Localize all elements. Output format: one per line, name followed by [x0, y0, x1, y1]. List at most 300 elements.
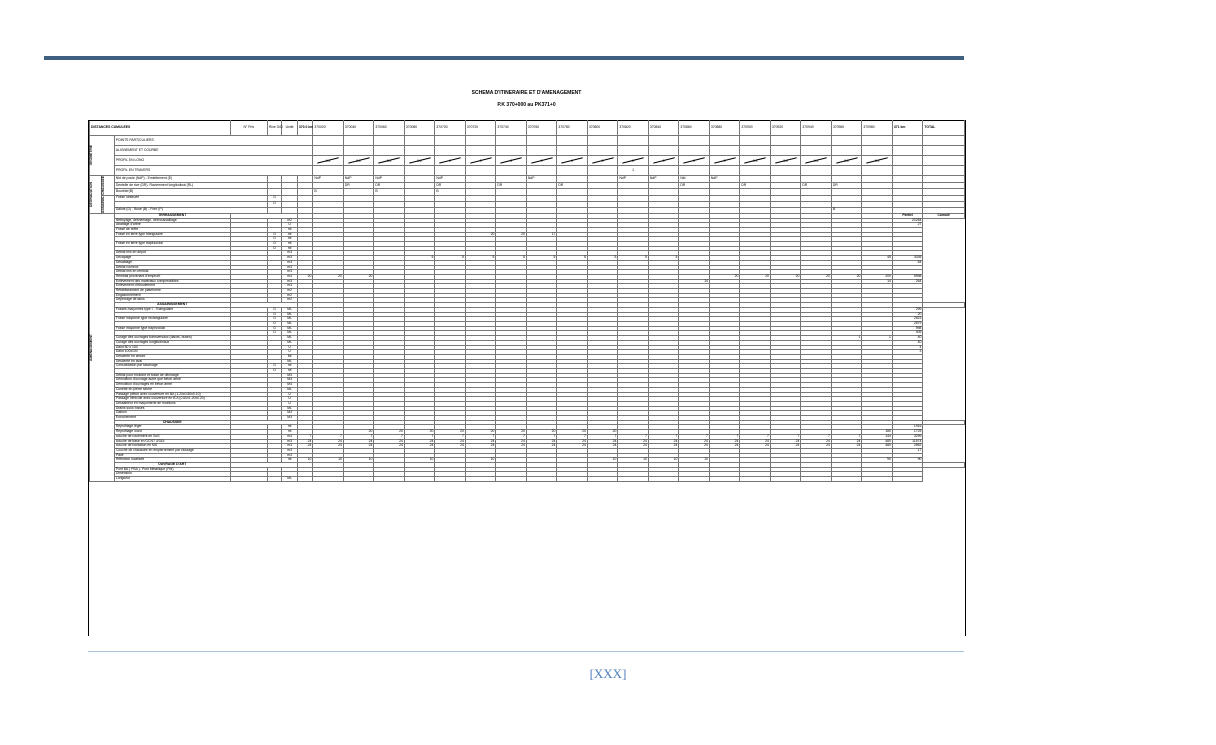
chaussee-group-label: CHAUSSEE [101, 176, 106, 195]
partiel-header: Partiel [892, 213, 923, 218]
degradation-cell [526, 182, 557, 189]
value-cell [435, 477, 466, 482]
geometry-cell [435, 146, 466, 156]
geometry-cell [648, 136, 679, 146]
unit-cell: U [282, 223, 298, 228]
value-cell: 5 [648, 256, 679, 261]
geometry-cell [404, 156, 435, 166]
geometry-cell [892, 156, 923, 166]
degradation-cell [557, 176, 588, 183]
work-item-label: Nettoyage, désherbage, débroussaillage [114, 218, 230, 223]
value-cell: 24 [526, 444, 557, 449]
rive-cell: G [267, 326, 281, 331]
value-cell: 24 [679, 439, 710, 444]
value-cell: 24 [770, 439, 801, 444]
value-cell: 24 [374, 439, 405, 444]
geometry-cell [496, 166, 527, 176]
cumule-cell: 3299 [892, 434, 923, 439]
profile-value: 0.2 [783, 158, 788, 163]
work-item-label: Déblai rocheux [114, 265, 230, 270]
value-cell: 7 [313, 434, 344, 439]
value-cell: 24 [709, 444, 740, 449]
unite-header: Unité [282, 121, 298, 136]
degradation-cell: B [435, 189, 466, 196]
station-header: 370040 [343, 121, 374, 136]
cumule-cell: 2852 [892, 444, 923, 449]
section-title: TERRASSEMENT [114, 213, 230, 218]
value-cell: 24 [679, 444, 710, 449]
value-cell: 10 [465, 458, 496, 463]
value-cell [831, 477, 862, 482]
unit-cell: ML [282, 331, 298, 336]
value-cell: 5 [587, 256, 618, 261]
geometry-cell [831, 136, 862, 146]
value-cell: 24 [297, 439, 313, 444]
geometry-cell [709, 146, 740, 156]
unit-cell: U [282, 397, 298, 402]
value-cell [587, 477, 618, 482]
value-cell: 24 [618, 439, 649, 444]
work-item-label: Consolidation par fascinage [114, 364, 230, 369]
partiel-cell: 180 [862, 430, 893, 435]
geometrie-group [90, 136, 115, 176]
work-item-label: Enlèvement des matériaux compressibles [114, 279, 230, 284]
degradation-cell [404, 182, 435, 189]
value-cell [374, 477, 405, 482]
value-cell [801, 477, 832, 482]
value-cell: 7 [679, 434, 710, 439]
profile-value: 0.2 [874, 158, 880, 163]
value-cell [618, 477, 649, 482]
unit-cell: m3 [282, 284, 298, 289]
value-cell: 5 [618, 256, 649, 261]
profile-slope-mark [863, 158, 891, 164]
work-item-label: Déperrage de talus [114, 298, 230, 303]
cumule-cell: 264 [892, 279, 923, 284]
degradation-row [90, 182, 965, 189]
profile-slope-mark [589, 158, 617, 164]
geometry-cell [526, 156, 557, 166]
profile-slope-mark [741, 158, 769, 164]
degradation-cell [465, 176, 496, 183]
value-cell: 20 [435, 430, 466, 435]
degradation-cell: NdP [435, 176, 466, 183]
geometry-cell [892, 146, 923, 156]
value-cell: 20 [374, 430, 405, 435]
station-header: 370920 [770, 121, 801, 136]
total-cell [923, 176, 965, 183]
profile-value: 0 [632, 158, 635, 163]
degradation-cell [496, 189, 527, 196]
geometry-cell [587, 136, 618, 146]
value-cell: 20 [496, 430, 527, 435]
unit-cell: m3 [282, 439, 298, 444]
value-cell: 7 [709, 434, 740, 439]
degradation-cell [404, 189, 435, 196]
work-item-label: Dalot 80 x 100 [114, 345, 230, 350]
work-item-row [90, 477, 965, 482]
profile-slope-mark [406, 158, 434, 164]
degradation-cell [770, 176, 801, 183]
degradation-cell [892, 189, 923, 196]
start-cell [297, 176, 313, 183]
value-cell: 10 [343, 458, 374, 463]
cumule-cell: 1725 [892, 430, 923, 435]
value-cell: 24 [435, 439, 466, 444]
geometry-cell [404, 146, 435, 156]
work-item-label: Engazonnement [114, 293, 230, 298]
geometry-cell [465, 146, 496, 156]
degradation-cell [709, 189, 740, 196]
degradation-cell [343, 189, 374, 196]
unit-cell: ML [282, 336, 298, 341]
value-cell [343, 477, 374, 482]
unit-cell [282, 182, 298, 189]
geometry-cell [496, 156, 527, 166]
degradation-cell: B [831, 207, 862, 213]
unit-cell: ml [282, 430, 298, 435]
geometry-cell [740, 166, 771, 176]
degradation-cell [618, 189, 649, 196]
partiel-cell: 480 [862, 439, 893, 444]
geometry-row [90, 146, 965, 156]
unit-cell: ml [282, 242, 298, 247]
cumule-cell: 27 [892, 223, 923, 228]
value-cell: 7 [496, 434, 527, 439]
value-cell [465, 477, 496, 482]
total-cell [923, 136, 965, 146]
degradation-cell: NdP [526, 176, 557, 183]
work-item-label: Passage véhicule avec couverture en B.A (0.60x1.20x0.20) [114, 397, 230, 402]
geometry-cell [862, 146, 893, 156]
value-cell: 10 [618, 458, 649, 463]
unit-cell: m3 [282, 265, 298, 270]
value-cell: 24 [587, 439, 618, 444]
work-item-label: couche de base en GCNT 0/315 [114, 439, 230, 444]
value-cell: 7 [801, 434, 832, 439]
geometry-cell [526, 146, 557, 156]
degradation-label: Dentelle de rive (DR)- Ravinement longitudinal (RL) [114, 182, 267, 189]
cumule-cell: 64 [892, 260, 923, 265]
station-header: 370860 [679, 121, 710, 136]
degradation-cell: NdP [313, 176, 344, 183]
work-item-label: Fossé maçonné type trapézoïdal [114, 326, 230, 331]
value-cell: 5 [435, 256, 466, 261]
degradation-cell: DR [801, 182, 832, 189]
work-item-label: Drains sous fossés [114, 406, 230, 411]
profile-slope-mark [619, 158, 647, 164]
work-item-label: Descente en amont [114, 354, 230, 359]
degradation-cell: NdP [709, 176, 740, 183]
value-cell: 20 [801, 274, 832, 279]
degradation-cell [679, 189, 710, 196]
work-item-label: Dimension [114, 472, 230, 477]
geometry-cell [465, 136, 496, 146]
unit-cell: M3 [282, 378, 298, 383]
value-cell: 5 [465, 256, 496, 261]
start-cell [297, 182, 313, 189]
cumule-cell: 2823 [892, 317, 923, 322]
page-title: SCHEMA D'ITINERAIRE ET D'AMENAGEMENT [471, 90, 582, 96]
unit-cell: ml [282, 227, 298, 232]
degradation-cell [892, 182, 923, 189]
geometry-cell: 1 [618, 166, 649, 176]
rive-cell: D [267, 331, 281, 336]
profile-value: 0 [662, 158, 665, 163]
prix-cell [230, 477, 267, 482]
profile-value: 0 [723, 158, 726, 163]
geometry-cell [435, 166, 466, 176]
rive-cell: G [267, 364, 281, 369]
geometry-cell [587, 146, 618, 156]
profile-value: 0 [693, 158, 696, 163]
footer-rule [88, 651, 964, 652]
cumule-cell: 3035 [892, 256, 923, 261]
degradation-cell [862, 189, 893, 196]
degradation-cell [740, 176, 771, 183]
degradation-cell [557, 189, 588, 196]
rive-cell: G [267, 307, 281, 312]
section-title: ASSAINISSEMENT [114, 303, 230, 308]
work-item-label: Rétablissement de plateforme [114, 289, 230, 294]
work-item-label: Curage des ouvrages longitudinaux [114, 340, 230, 345]
value-cell: 20 [343, 274, 374, 279]
value-cell: 24 [465, 439, 496, 444]
geometry-label: PROFIL EN TRAVERS [114, 166, 313, 176]
profile-slope-mark [772, 158, 800, 164]
unit-cell: M3 [282, 383, 298, 388]
degradation-cell [404, 176, 435, 183]
geometry-cell [343, 156, 374, 166]
geometry-cell [465, 156, 496, 166]
partiel-cell: 480 [862, 444, 893, 449]
geometry-cell [526, 166, 557, 176]
value-cell: 7 [343, 434, 374, 439]
geometry-cell [374, 146, 405, 156]
itinerary-sheet [88, 120, 966, 636]
profile-value: 0.2 [417, 158, 422, 163]
value-cell: 24 [343, 444, 374, 449]
work-item-label: Décapage [114, 256, 230, 261]
unit-cell: m3 [282, 453, 298, 458]
cumule-cell: 1916 [892, 425, 923, 430]
value-cell: 14 [679, 279, 710, 284]
degradation-cell: DR [679, 182, 710, 189]
degradation-cell [770, 189, 801, 196]
rive-cell: D [267, 237, 281, 242]
top-rule [44, 56, 964, 60]
cumule-cell: 3 [892, 350, 923, 355]
geometry-cell [709, 156, 740, 166]
station-header: 370980 [862, 121, 893, 136]
degradation-group-label: DEGRADATION [89, 181, 93, 207]
geometry-cell [374, 156, 405, 166]
value-cell: 24 [465, 444, 496, 449]
profile-value: 0.2 [813, 158, 819, 163]
value-cell: 24 [313, 444, 344, 449]
rive-cell: G [267, 242, 281, 247]
section-title: OUVRAGE D'ART [114, 463, 230, 468]
work-item-label: Réfection localisée [114, 458, 230, 463]
geometry-cell [709, 166, 740, 176]
cumule-cell: 90 [892, 458, 923, 463]
geometry-cell [343, 166, 374, 176]
value-cell: 7 [404, 434, 435, 439]
rive-cell [267, 182, 281, 189]
unit-cell: ML [282, 406, 298, 411]
rive-cell: G [267, 317, 281, 322]
cumule-cell: 998 [892, 326, 923, 331]
station-header: 370840 [648, 121, 679, 136]
value-cell: 10 [587, 458, 618, 463]
unit-cell: ml [282, 458, 298, 463]
station-header: 370060 [374, 121, 405, 136]
footer-placeholder: [XXX] [589, 666, 627, 681]
geometrie-group-label: GEOMETRIE [89, 145, 93, 166]
value-cell: 24 [496, 444, 527, 449]
work-item-label: Fossé maçonné type rectangulaire [114, 317, 230, 322]
value-cell: 24 [404, 444, 435, 449]
cumule-cell: 40 [892, 336, 923, 341]
unit-cell: ml [282, 237, 298, 242]
value-cell: 24 [557, 444, 588, 449]
degradation-label: Bourbier(B) [114, 189, 267, 196]
geometry-cell [770, 166, 801, 176]
geometry-cell [587, 156, 618, 166]
value-cell: 10 [313, 458, 344, 463]
geometry-cell [435, 136, 466, 146]
value-cell: 24 [526, 439, 557, 444]
cumule-cell: 405 [892, 331, 923, 336]
geometry-label: ALIGNEMENT ET COURBE [114, 146, 313, 156]
value-cell: 24 [404, 439, 435, 444]
geometry-cell [862, 136, 893, 146]
value-cell: 7 [770, 434, 801, 439]
work-item-label: Fossés maçonnés type I - Triangulaire [114, 307, 230, 312]
cumule-cell [892, 477, 923, 482]
geometry-cell [618, 136, 649, 146]
amenagement-group [90, 213, 115, 481]
value-cell: 24 [343, 439, 374, 444]
value-cell: 20 [740, 274, 771, 279]
value-cell [740, 477, 771, 482]
value-cell: 5 [496, 256, 527, 261]
unit-cell: ML [282, 359, 298, 364]
cumule-cell: 40 [892, 340, 923, 345]
work-item-label: Désablage [114, 260, 230, 265]
unit-cell: ML [282, 307, 298, 312]
geometry-cell [740, 156, 771, 166]
partiel-cell: 1 [862, 336, 893, 341]
value-cell: 10 [297, 458, 313, 463]
value-cell: 24 [374, 444, 405, 449]
start-km: 370.0 km [297, 121, 313, 136]
value-cell: 7 [374, 434, 405, 439]
geometry-cell [587, 166, 618, 176]
unit-cell: ml [282, 232, 298, 237]
value-cell: 24 [435, 444, 466, 449]
work-item-label: Couche de chaussée en empierrement par cloutage [114, 448, 230, 453]
geometry-cell [831, 166, 862, 176]
station-header: 370740 [496, 121, 527, 136]
work-item-label: Gabion [114, 411, 230, 416]
unit-cell: ML [282, 321, 298, 326]
cumule-cell: 11674 [892, 439, 923, 444]
value-cell [313, 477, 344, 482]
degradation-cell: DR [343, 182, 374, 189]
profile-value: 0 [449, 158, 452, 163]
value-cell [557, 477, 588, 482]
partiel-cell: 45 [862, 256, 893, 261]
total-cell [923, 463, 965, 468]
degradation-cell: B [374, 189, 405, 196]
value-cell: 20 [465, 430, 496, 435]
profile-slope-mark [802, 158, 830, 164]
geometry-cell [801, 136, 832, 146]
station-header: 370960 [831, 121, 862, 136]
unit-cell: ML [282, 387, 298, 392]
unit-cell: ml [282, 425, 298, 430]
geometry-cell [557, 146, 588, 156]
geometry-label: PROFIL EN LONG [114, 156, 313, 166]
value-cell: 24 [313, 439, 344, 444]
degradation-cell: NdP [618, 176, 649, 183]
work-item-label: Abattage d'arbre [114, 223, 230, 228]
cumule-cell: 2879 [892, 321, 923, 326]
value-cell: 5 [526, 256, 557, 261]
geometry-cell [557, 156, 588, 166]
geometry-row [90, 166, 965, 176]
rive-cell: D [267, 201, 281, 207]
profile-slope-mark [528, 158, 556, 164]
profile-slope-mark [650, 158, 678, 164]
geometry-row [90, 136, 965, 146]
unit-cell: m3 [282, 444, 298, 449]
value-cell: 7 [557, 434, 588, 439]
geometry-cell [679, 156, 710, 166]
value-cell: 5 [404, 256, 435, 261]
degradation-cell [801, 176, 832, 183]
degradation-cell: NdP [374, 176, 405, 183]
cumule-cell: 299 [892, 307, 923, 312]
work-item-label: couche de fondation en MS [114, 444, 230, 449]
degradation-cell [740, 189, 771, 196]
value-cell: 20 [496, 232, 527, 237]
total-cell [923, 146, 965, 156]
total-cell [923, 156, 965, 166]
geometry-cell [557, 166, 588, 176]
degradation-cell [465, 182, 496, 189]
total-cell [923, 166, 965, 176]
degradation-label: Fosse obstruée [114, 195, 267, 201]
degradation-cell [648, 182, 679, 189]
degradation-cell [801, 189, 832, 196]
degradation-cell [526, 189, 557, 196]
unit-cell: m3 [282, 279, 298, 284]
partiel-cell: 200 [862, 274, 893, 279]
work-item-label: Fossé de crête [114, 227, 230, 232]
degradation-cell: DR [496, 182, 527, 189]
work-item-label: Démolition d'ouvrages en béton armé [114, 383, 230, 388]
station-header: 370760 [526, 121, 557, 136]
geometry-cell [404, 136, 435, 146]
geometry-cell [831, 146, 862, 156]
geometry-cell [618, 146, 649, 156]
value-cell: 20 [343, 430, 374, 435]
unit-cell: m2 [282, 298, 298, 303]
profile-slope-mark [558, 158, 586, 164]
geometry-cell [465, 166, 496, 176]
